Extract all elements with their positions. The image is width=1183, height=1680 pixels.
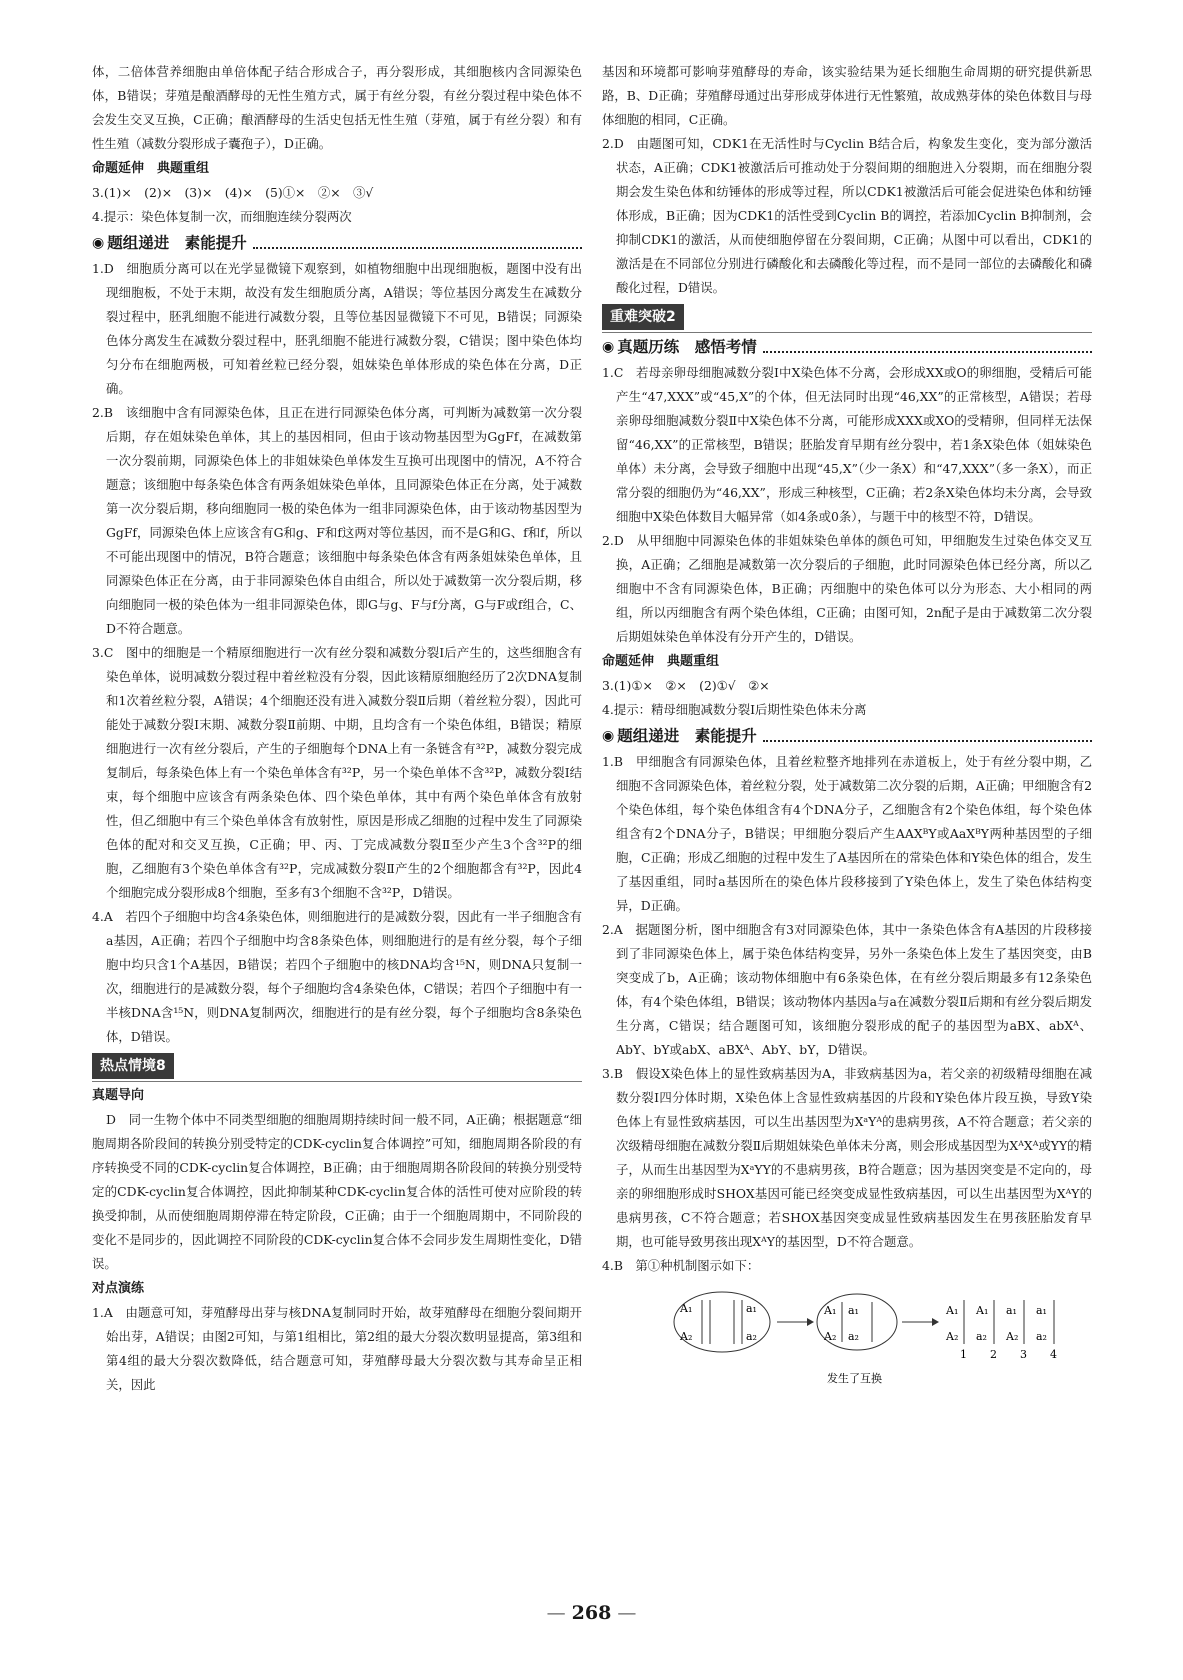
answer-4: 4.A 若四个子细胞中均含4条染色体，则细胞进行的是减数分裂，因此有一半子细胞含有a基因，A正确；若四个子细胞中均含8条染色体，则细胞进行的是有丝分裂，每个子细胞中均只含1个A基因，B错误；若四个子细胞中的核DNA均含¹⁵N，则DNA只复制一次，细胞进行的是减数分裂，每个子细胞均含4条染色体，C错误；若四个子细胞中有一半核DNA含¹⁵N，则DNA复制两次，细胞进行的是有丝分裂，每个子细胞均含8条染色体，D错误。 bbox=[92, 909, 582, 1044]
label-A2-2: A₂ bbox=[824, 1330, 837, 1343]
left-column bbox=[92, 60, 582, 1397]
practice-answer-2: 2.D 由题图可知，CDK1在无活性时与Cyclin B结合后，构象发生变化，变为部分激活状态，A正确；CDK1被激活后可推动处于分裂间期的细胞进入分裂期，而在细胞分裂期会发生染色体和纺锤体的形成等过程，所以CDK1被激活后可能会促进染色体和纺锤体形成，B正确；因为CDK1的活性受到Cyclin B的调控，若添加Cyclin B抑制剂，会抑制CDK1的激活，从而使细胞停留在分裂间期，C正确；从图中可以看出，CDK1的激活是在不同部位分别进行磷酸化和去磷酸化等过程，而不是同一部位的去磷酸化和磷酸化过程，D错误。 bbox=[602, 136, 1092, 295]
ext2-answer-3: 3.(1)①× ②× (2)①√ ②× bbox=[602, 678, 770, 693]
g4-bot: a₂ bbox=[1036, 1330, 1047, 1343]
real-exam-answer: D 同一生物个体中不同类型细胞的细胞周期持续时间一般不同，A正确；根据题意“细胞周期各阶段间的转换分别受特定的CDK-cyclin复合体调控”可知，细胞周期各阶段的有序转换受不同的CDK-cyclin复合体调控，B正确；由于细胞周期各阶段间的转换分别受特定的CDK-cyclin复合体调控，因此抑制某种CDK-cyclin复合体的活性可使对应阶段的转换受抑制，从而使细胞周期停滞在特定阶段，C正确；由于一个细胞周期中，不同阶段的变化不是同步的，因此调控不同阶段的CDK-cyclin复合体不会同步发生周期性变化，D错误。 bbox=[92, 1112, 582, 1271]
g2-top: A₁ bbox=[976, 1304, 989, 1317]
crossover-figure bbox=[602, 1282, 1092, 1392]
g1-top: A₁ bbox=[946, 1304, 959, 1317]
label-A1-2: A₁ bbox=[824, 1304, 837, 1317]
difficulty-badge: 重难突破2 bbox=[602, 304, 684, 330]
ext-answer-3: 3.(1)× (2)× (3)× (4)× (5)①× ②× ③√ bbox=[92, 185, 374, 200]
gamete-group bbox=[945, 1300, 1057, 1361]
practice-answer-1: 1.A 由题意可知，芽殖酵母出芽与核DNA复制同时开始，故芽殖酵母在细胞分裂间期开始出芽，A错误；由图2可知，与第1组相比，第2组的最大分裂次数明显提高，第3组和第4组的最大分裂次数降低，结合题意可知，芽殖酵母最大分裂次数与其寿命呈正相关，因此 bbox=[92, 1305, 582, 1392]
label-a2-2: a₂ bbox=[848, 1330, 859, 1343]
hot-topic-badge: 热点情境8 bbox=[92, 1053, 174, 1079]
section-header-2: ◉ 真题历练 感悟考情 bbox=[602, 335, 1092, 359]
dotted-rule bbox=[253, 237, 582, 249]
num-4: 4 bbox=[1050, 1348, 1057, 1361]
hot-topic-row bbox=[92, 1049, 582, 1082]
ext2-answer-4: 4.提示：精母细胞减数分裂Ⅰ后期性染色体未分离 bbox=[602, 702, 867, 717]
answer-3: 3.C 图中的细胞是一个精原细胞进行一次有丝分裂和减数分裂Ⅰ后产生的，这些细胞含有染色单体，说明减数分裂过程中着丝粒没有分裂，因此该精原细胞经历了2次DNA复制和1次着丝粒分裂，A错误；4个细胞还没有进入减数分裂Ⅱ后期（着丝粒分裂），因此可能处于减数分裂Ⅰ末期、减数分裂Ⅱ前期、中期，且均含有一个染色体组，B错误；精原细胞进行一次有丝分裂后，产生的子细胞每个DNA上有一条链含有³²P，减数分裂完成复制后，每条染色体上有一个染色单体含有³²P，另一个染色单体不含³²P，减数分裂Ⅰ结束，每个细胞中应该含有两条染色体、四个染色单体，其中有两个染色单体含有放射性，但乙细胞中有三个染色单体含有放射性，原因是形成乙细胞的过程中发生了同源染色体的配对和交叉互换，C正确；甲、丙、丁完成减数分裂Ⅱ至少产生3个含³²P的细胞，乙细胞有3个染色单体含有³²P，完成减数分裂Ⅱ产生的2个细胞都含有³²P，因此4个细胞完成分裂形成8个细胞，至多有3个细胞不含³²P，D错误。 bbox=[92, 645, 582, 900]
extension-label: 命题延伸 典题重组 bbox=[92, 161, 210, 176]
crossover-diagram bbox=[602, 1282, 1092, 1392]
g1-bot: A₂ bbox=[946, 1330, 959, 1343]
page bbox=[92, 60, 1102, 1660]
num-1: 1 bbox=[960, 1348, 967, 1361]
num-3: 3 bbox=[1020, 1348, 1027, 1361]
label-a1: a₁ bbox=[746, 1302, 757, 1315]
right-continuation: 基因和环境都可影响芽殖酵母的寿命，该实验结果为延长细胞生命周期的研究提供新思路，B、D正确；芽殖酵母通过出芽形成芽体进行无性繁殖，故成熟芽体的染色体数目与母体细胞的相同，C正确。 bbox=[602, 64, 1092, 127]
section-header-3: ◉ 题组递进 素能提升 bbox=[602, 724, 1092, 748]
page-number: — 268 — bbox=[546, 1602, 637, 1624]
g4-top: a₁ bbox=[1036, 1304, 1047, 1317]
exam-answer-1: 1.C 若母亲卵母细胞减数分裂Ⅰ中X染色体不分离，会形成XX或O的卵细胞，受精后可能产生“47,XXX”或“45,X”的个体，但无法同时出现“46,XX”的正常核型，A错误；若母亲卵母细胞减数分裂Ⅱ中X染色体不分离，可能形成XXX或XO的受精卵，但同样无法保留“46,XX”的正常核型，B错误；胚胎发育早期有丝分裂中，若1条X染色体（姐妹染色单体）未分离，会导致子细胞中出现“45,X”（少一条X）和“47,XXX”（多一条X），而正常分裂的细胞仍为“46,XX”，形成三种核型，C正确；若2条X染色体均未分离，会导致细胞中X染色体数目大幅异常（如4条或0条），与题干中的核型不符，D错误。 bbox=[602, 365, 1092, 524]
ext-answer-4: 4.提示：染色体复制一次，而细胞连续分裂两次 bbox=[92, 209, 352, 224]
skill-answer-3: 3.B 假设X染色体上的显性致病基因为A，非致病基因为a，若父亲的初级精母细胞在减数分裂Ⅰ四分体时期，X染色体上含显性致病基因的片段和Y染色体片段互换，导致Y染色体上有显性致病基因，可以生出基因型为XᵃYᴬ的患病男孩，A不符合题意；若父亲的次级精母细胞在减数分裂Ⅱ后期姐妹染色单体未分离，则会形成基因型为XᴬXᴬ或YY的精子，从而生出基因型为XᵃYY的不患病男孩，B符合题意；因为基因突变是不定向的，母亲的卵细胞形成时SHOX基因可能已经突变成显性致病基因，可以生出基因型为XᴬY的患病男孩，C不符合题意；若SHOX基因突变成显性致病基因发生在男孩胚胎发育早期，也可能导致男孩出现XᴬY的基因型，D不符合题意。 bbox=[602, 1066, 1092, 1249]
bullet-icon: ◉ bbox=[92, 235, 105, 251]
bullet-icon: ◉ bbox=[602, 339, 615, 355]
figure-caption: 发生了互换 bbox=[827, 1372, 882, 1385]
section-header-1: ◉ 题组递进 素能提升 bbox=[92, 231, 582, 255]
g3-bot: A₂ bbox=[1006, 1330, 1019, 1343]
label-a1-2: a₁ bbox=[848, 1304, 859, 1317]
answer-2: 2.B 该细胞中含有同源染色体，且正在进行同源染色体分离，可判断为减数第一次分裂后期，存在姐妹染色单体，其上的基因相同，但由于该动物基因型为GgFf，在减数第一次分裂前期，同源染色体上的非姐妹染色单体发生互换可出现图中的情况，A不符合题意；该细胞中每条染色体含有两条姐妹染色单体，且同源染色体正在分离，处于减数第一次分裂后期，移向细胞同一极的染色体为一组非同源染色体，由于该动物基因型为GgFf，同源染色体上应该含有G和g、F和f这两对等位基因，而不是G和G、f和f，所以不可能出现图中的情况，B符合题意；该细胞中每条染色体含有两条姐妹染色单体，且同源染色体正在分离，由于非同源染色体自由组合，所以处于减数第一次分裂后期，移向细胞同一极的染色体为一组非同源染色体，即G与g、F与f分离，G与F或f组合，C、D不符合题意。 bbox=[92, 405, 582, 636]
label-A1: A₁ bbox=[680, 1302, 693, 1315]
cell-ellipse bbox=[674, 1292, 770, 1352]
arrow-head-icon bbox=[932, 1318, 939, 1326]
real-exam-label: 真题导向 bbox=[92, 1088, 145, 1103]
difficulty-row bbox=[602, 300, 1092, 333]
skill-answer-4: 4.B 第①种机制图示如下： bbox=[602, 1258, 760, 1273]
skill-answer-1: 1.B 甲细胞含有同源染色体，且着丝粒整齐地排列在赤道板上，处于有丝分裂中期，乙细胞不含同源染色体，着丝粒分裂，处于减数第二次分裂的后期，A正确；甲细胞含有2个染色体组，每个染色体组含有4个DNA分子，乙细胞含有2个染色体组，每个染色体组含有2个DNA分子，B错误；甲细胞分裂后产生AAXᴮY或AaXᴮY两种基因型的子细胞，C正确；形成乙细胞的过程中发生了A基因所在的常染色体和Y染色体的组合，发生了基因重组，同时a基因所在的染色体片段移接到了Y染色体上，发生了染色体结构变异，D正确。 bbox=[602, 754, 1092, 913]
arrow-head-icon bbox=[807, 1318, 814, 1326]
exam-answer-2: 2.D 从甲细胞中同源染色体的非姐妹染色单体的颜色可知，甲细胞发生过染色体交叉互换，A正确；乙细胞是减数第一次分裂后的子细胞，此时同源染色体已经分离，所以乙细胞中不含有同源染色体，B正确；丙细胞中的染色体可以分为形态、大小相同的两组，所以丙细胞含有两个染色体组，C正确；由图可知，2n配子是由于减数第二次分裂后期姐妹染色单体没有分开产生的，D错误。 bbox=[602, 533, 1092, 644]
practice-label: 对点演练 bbox=[92, 1281, 145, 1296]
answer-1: 1.D 细胞质分离可以在光学显微镜下观察到，如植物细胞中出现细胞板，题图中没有出现细胞板，不处于末期，故没有发生细胞质分离，A错误；等位基因分离发生在减数分裂过程中，胚乳细胞不能进行减数分裂，且等位基因显微镜下不可见，B错误；同源染色体分离发生在减数分裂过程中，胚乳细胞不能进行减数分裂，C错误；图中染色体均匀分布在细胞两极，可知着丝粒已经分裂，姐妹染色单体形成的染色体在分离，D正确。 bbox=[92, 261, 582, 396]
skill-answer-2: 2.A 据题图分析，图中细胞含有3对同源染色体，其中一条染色体含有A基因的片段移接到了非同源染色体上，属于染色体结构变异，另外一条染色体上发生了基因突变，由B突变成了b，A正确；该动物体细胞中有6条染色体，在有丝分裂后期最多有12条染色体，有4个染色体组，B错误；该动物体内基因a与a在减数分裂Ⅱ后期和有丝分裂后期发生分离，C错误；结合题图可知，该细胞分裂形成的配子的基因型为aBX、abXᴬ、AbY、bY或abX、aBXᴬ、AbY、bY，D错误。 bbox=[602, 922, 1092, 1057]
g3-top: a₁ bbox=[1006, 1304, 1017, 1317]
g2-bot: a₂ bbox=[976, 1330, 987, 1343]
right-column bbox=[602, 60, 1092, 1392]
dotted-rule bbox=[763, 341, 1092, 353]
num-2: 2 bbox=[990, 1348, 997, 1361]
dotted-rule bbox=[763, 730, 1092, 742]
extension-label-2: 命题延伸 典题重组 bbox=[602, 654, 720, 669]
bullet-icon: ◉ bbox=[602, 728, 615, 744]
label-a2: a₂ bbox=[746, 1330, 757, 1343]
label-A2: A₂ bbox=[680, 1330, 693, 1343]
left-intro: 体，二倍体营养细胞由单倍体配子结合形成合子，再分裂形成，其细胞核内含同源染色体，B错误；芽殖是酿酒酵母的无性生殖方式，属于有丝分裂，有丝分裂过程中染色体不会发生交叉互换，C正确；酿酒酵母的生活史包括无性生殖（芽殖，属于有丝分裂）和有性生殖（减数分裂形成子囊孢子），D正确。 bbox=[92, 64, 582, 151]
